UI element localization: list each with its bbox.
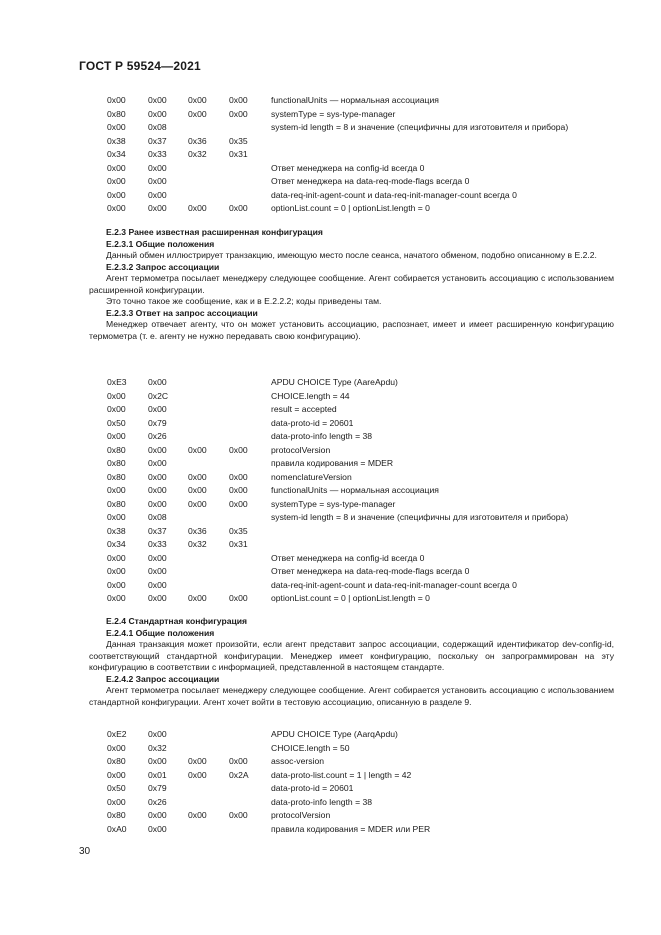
hex-row [0,121,661,135]
hex-byte: 0x01 [148,769,167,780]
hex-byte: 0x00 [188,498,207,509]
hex-byte: 0x79 [148,417,167,428]
hex-byte: 0x08 [148,512,167,522]
paragraph: Агент термометра посылает менеджеру следующее сообщение. Агент собирается установить ассоциацию с использованием расширенной конфигурации. [89,273,614,295]
hex-row [0,471,661,485]
hex-row [0,189,661,203]
hex-table-2 [0,376,661,606]
hex-byte: 0x36 [188,525,207,536]
hex-byte: 0x33 [148,149,167,159]
hex-row [0,728,661,742]
hex-byte: 0x00 [229,485,248,495]
hex-description: functionalUnits — нормальная ассоциация [271,485,439,495]
hex-byte: 0xA0 [107,823,127,834]
hex-row [0,592,661,606]
hex-byte: 0x00 [188,769,207,780]
hex-description: CHOICE.length = 50 [271,742,350,753]
hex-byte: 0x00 [148,485,167,495]
hex-description: правила кодирования = MDER или PER [271,823,431,834]
hex-byte: 0x00 [148,810,167,820]
hex-byte: 0x26 [148,796,167,807]
hex-byte: 0x80 [107,458,126,468]
hex-row [0,782,661,796]
hex-byte: 0x00 [148,471,167,482]
hex-description: data-req-init-agent-count и data-req-init-manager-count всегда 0 [271,189,517,200]
hex-description: nomenclatureVersion [271,471,352,482]
hex-byte: 0x00 [107,796,126,807]
hex-row [0,417,661,431]
hex-byte: 0x80 [107,498,126,509]
hex-description: data-proto-id = 20601 [271,783,354,793]
hex-byte: 0x00 [107,162,126,173]
document-header: ГОСТ Р 59524—2021 [79,59,201,73]
hex-description: правила кодирования = MDER [271,458,394,468]
hex-row [0,525,661,539]
hex-byte: 0x00 [188,444,207,455]
hex-byte: 0x80 [107,108,126,119]
hex-row [0,430,661,444]
hex-byte: 0x34 [107,539,126,549]
hex-byte: 0x00 [229,756,248,766]
hex-description: system-id length = 8 и значение (специфичны для изготовителя и прибора) [271,512,569,522]
hex-byte: 0x00 [107,512,126,522]
hex-description: result = accepted [271,404,337,414]
hex-description: APDU CHOICE Type (AarqApdu) [271,729,398,739]
hex-byte: 0x33 [148,539,167,549]
hex-byte: 0x00 [148,823,167,834]
hex-byte: 0x00 [229,498,248,509]
hex-row [0,484,661,498]
hex-description: data-req-init-agent-count и data-req-init-manager-count всегда 0 [271,579,517,590]
hex-byte: 0x37 [148,525,167,536]
hex-row [0,511,661,525]
hex-byte: 0x00 [148,593,167,603]
hex-byte: 0x00 [188,108,207,119]
hex-description: data-proto-info length = 38 [271,431,373,441]
subsection-heading: Е.2.4.1 Общие положения [106,627,215,638]
paragraph: Менеджер отвечает агенту, что он может установить ассоциацию, распознает, имеет и имеет расширенную конфигурацию термометра (т. е. агенту не нужно передавать свою конфигурацию). [89,319,614,341]
hex-byte: 0x00 [229,593,248,603]
hex-byte: 0x00 [148,377,167,387]
hex-byte: 0x34 [107,149,126,159]
hex-row [0,403,661,417]
hex-byte: 0x00 [229,203,248,213]
hex-byte: 0x32 [188,149,207,159]
hex-description: systemType = sys-type-manager [271,108,396,119]
hex-description: functionalUnits — нормальная ассоциация [271,95,439,105]
hex-byte: 0x00 [107,579,126,590]
hex-description: system-id length = 8 и значение (специфичны для изготовителя и прибора) [271,122,569,132]
hex-byte: 0x00 [188,95,207,105]
hex-row [0,538,661,552]
hex-row [0,579,661,593]
section-heading: Е.2.3 Ранее известная расширенная конфигурация [106,227,323,237]
hex-byte: 0x26 [148,431,167,441]
hex-byte: 0x00 [107,431,126,441]
hex-description: APDU CHOICE Type (AareApdu) [271,377,398,387]
hex-byte: 0x00 [148,444,167,455]
hex-byte: 0x00 [107,404,126,414]
hex-description: Ответ менеджера на config-id всегда 0 [271,162,425,173]
hex-byte: 0x38 [107,525,126,536]
hex-byte: 0x00 [229,444,248,455]
paragraph: Данная транзакция может произойти, если агент представит запрос ассоциации, содержащий идентификатор dev-config-id, соответствующий стандартной конфигурации. Менеджер имеет конфигурацию, поскольку он запрограммирован на эту конфигурацию в соответствии с информацией, представленной в настоящем стандарте. [89,639,614,672]
hex-byte: 0x00 [148,552,167,563]
subsection-heading: Е.2.3.1 Общие положения [106,238,215,249]
hex-description: data-proto-info length = 38 [271,796,373,807]
hex-row [0,202,661,216]
subsection-heading: Е.2.3.3 Ответ на запрос ассоциации [106,307,258,318]
hex-description: assoc-version [271,756,325,766]
hex-byte: 0x00 [188,203,207,213]
hex-row [0,809,661,823]
hex-description: systemType = sys-type-manager [271,498,396,509]
hex-byte: 0x00 [107,122,126,132]
hex-description: data-proto-id = 20601 [271,417,354,428]
hex-description: Ответ менеджера на data-req-mode-flags всегда 0 [271,566,470,576]
hex-byte: 0x00 [107,189,126,200]
hex-byte: 0x50 [107,417,126,428]
hex-byte: 0x00 [148,189,167,200]
hex-byte: 0x00 [188,593,207,603]
hex-byte: 0x00 [148,566,167,576]
hex-row [0,769,661,783]
hex-row [0,376,661,390]
hex-byte: 0x35 [229,525,248,536]
hex-byte: 0x00 [148,756,167,766]
hex-row [0,175,661,189]
hex-table-1 [0,94,661,216]
hex-description: optionList.count = 0 | optionList.length = 0 [271,593,430,603]
hex-byte: 0x31 [229,149,248,159]
hex-byte: 0x80 [107,444,126,455]
hex-byte: 0x31 [229,539,248,549]
hex-byte: 0xE3 [107,377,127,387]
hex-description: Ответ менеджера на config-id всегда 0 [271,552,425,563]
subsection-heading: Е.2.4.2 Запрос ассоциации [106,673,220,684]
hex-byte: 0x32 [188,539,207,549]
hex-row [0,162,661,176]
hex-byte: 0x79 [148,783,167,793]
hex-byte: 0x08 [148,122,167,132]
hex-row [0,755,661,769]
hex-description: protocolVersion [271,444,331,455]
hex-row [0,552,661,566]
hex-byte: 0x00 [107,390,126,401]
paragraph: Это точно такое же сообщение, как и в Е.2.2.2; коды приведены там. [106,296,382,306]
hex-byte: 0x00 [107,485,126,495]
hex-byte: 0x00 [188,810,207,820]
hex-byte: 0x00 [229,95,248,105]
hex-byte: 0x50 [107,783,126,793]
hex-byte: 0x00 [188,471,207,482]
hex-byte: 0x00 [229,471,248,482]
hex-byte: 0x00 [107,203,126,213]
hex-table-3 [0,728,661,836]
hex-row [0,823,661,837]
hex-byte: 0x00 [107,769,126,780]
hex-byte: 0x00 [148,176,167,186]
hex-byte: 0x00 [188,756,207,766]
hex-byte: 0x00 [148,95,167,105]
hex-description: Ответ менеджера на data-req-mode-flags всегда 0 [271,176,470,186]
hex-byte: 0x00 [229,108,248,119]
hex-byte: 0x35 [229,135,248,146]
hex-byte: 0x37 [148,135,167,146]
hex-byte: 0x80 [107,471,126,482]
hex-byte: 0x00 [148,162,167,173]
hex-byte: 0x80 [107,756,126,766]
hex-byte: 0x00 [148,579,167,590]
hex-row [0,457,661,471]
hex-description: protocolVersion [271,810,331,820]
hex-byte: 0xE2 [107,729,127,739]
section-e24 [89,616,614,708]
hex-byte: 0x00 [188,485,207,495]
hex-byte: 0x38 [107,135,126,146]
hex-row [0,796,661,810]
hex-row [0,108,661,122]
page-number: 30 [79,846,91,857]
hex-byte: 0x2C [148,390,169,401]
hex-row [0,444,661,458]
hex-byte: 0x00 [107,593,126,603]
hex-byte: 0x00 [107,95,126,105]
hex-row [0,135,661,149]
hex-row [0,498,661,512]
paragraph: Данный обмен иллюстрирует транзакцию, имеющую место после сеанса, начатого обменом, подобно описанному в Е.2.2. [106,250,597,260]
hex-row [0,94,661,108]
hex-byte: 0x00 [107,566,126,576]
hex-byte: 0x00 [148,729,167,739]
hex-description: CHOICE.length = 44 [271,390,350,401]
hex-byte: 0x2A [229,769,249,780]
section-heading: Е.2.4 Стандартная конфигурация [106,616,248,626]
hex-byte: 0x00 [107,742,126,753]
hex-byte: 0x80 [107,810,126,820]
hex-byte: 0x32 [148,742,167,753]
section-e23 [89,227,614,342]
hex-byte: 0x00 [148,458,167,468]
hex-row [0,742,661,756]
paragraph: Агент термометра посылает менеджеру следующее сообщение. Агент собирается установить ассоциацию с использованием стандартной конфигурации. Агент хочет войти в тестовую ассоциацию, описанную в разделе 9. [89,685,614,707]
hex-description: optionList.count = 0 | optionList.length = 0 [271,203,430,213]
hex-byte: 0x00 [148,108,167,119]
hex-row [0,390,661,404]
hex-byte: 0x00 [148,203,167,213]
hex-byte: 0x00 [148,498,167,509]
hex-row [0,148,661,162]
hex-byte: 0x36 [188,135,207,146]
subsection-heading: Е.2.3.2 Запрос ассоциации [106,261,220,272]
hex-byte: 0x00 [148,404,167,414]
hex-row [0,565,661,579]
hex-byte: 0x00 [229,810,248,820]
hex-description: data-proto-list.count = 1 | length = 42 [271,769,412,780]
hex-byte: 0x00 [107,176,126,186]
hex-byte: 0x00 [107,552,126,563]
